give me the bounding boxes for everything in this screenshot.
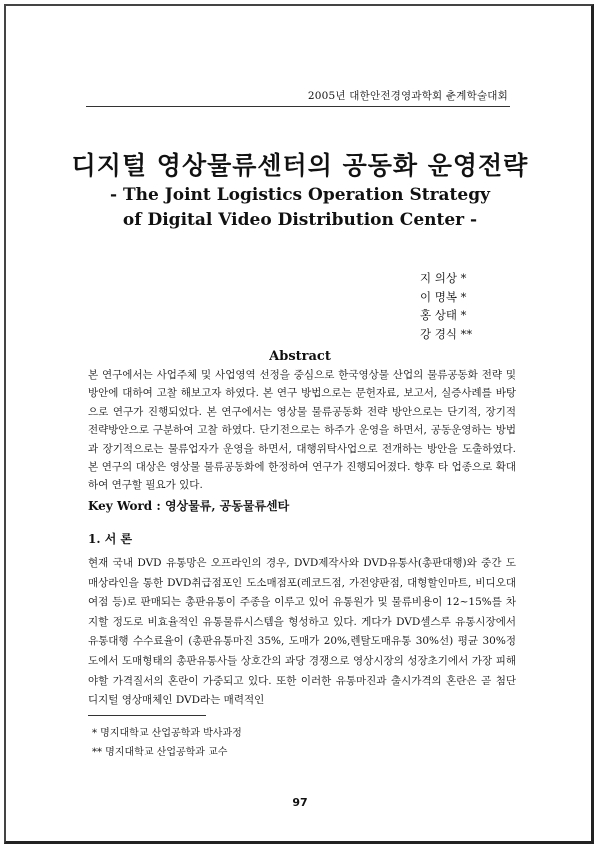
abstract-heading: Abstract [269,349,331,364]
footnote: * 명지대학교 산업공학과 박사과정 [92,728,242,739]
author: 강 경식 ** [420,326,473,341]
author: 지 의상 * [420,271,467,285]
body-paragraph: 현재 국내 DVD 유통망은 오프라인의 경우, DVD제작사와 DVD유통사(총판대행)와 중간 도매상라인을 통한 DVD취급점포인 도소매점포(레코드점, 가전양판점, 대형할인마트, 비디오대여점 등)로 판매되는 총판유통이 주종을 이루고 있어 유통원가 및 물류비용이 12~15%를 차지할 정도로 비효율적인 유통물류시스템을 형성하고 있다. 게다가 DVD셀스루 유통시장에서 유통대행 수수료율이 (총판유통마진 35%, 도매가 20%,렌탈도매유통 30%선) 평균 30%정도에서 도매형태의 총판유통사들 상호간의 과당 경쟁으로 영상시장의 성장초기에서 가장 피해야할 가격질서의 혼란이 가중되고 있다. 또한 이러한 유통마진과 출시가격의 혼란은 곧 첨단 디지털 영상매체인 DVD라는 매력적인 [88,557,516,707]
abstract-text: 본 연구에서는 사업주체 및 사업영역 선정을 중심으로 한국영상물 산업의 물류공동화 전략 및 방안에 대하여 고찰 해보고자 하였다. 본 연구 방법으로는 문헌자료, 보고서, 실증사례를 바탕으로 연구가 진행되었다. 본 연구에서는 영상물 물류공동화 전략 방안으로는 단기적, 장기적 전략방안으로 구분하여 고찰 하였다. 단기전으로는 하주가 운영을 하면서, 공동운영하는 방법과 장기적으로는 물류업자가 운영을 하면서, 대행위탁사업으로 전개하는 방안을 도출하였다. 본 연구의 대상은 영상물 물류공동화에 한정하여 연구가 진행되어졌다. 향후 타 업종으로 확대하여 연구할 필요가 있다. [88,369,516,492]
footnotes [92,724,242,762]
header-rule [86,106,510,107]
paper-title-english-line1: - The Joint Logistics Operation Strategy [110,185,490,205]
author: 이 명복 * [420,289,467,304]
footnote: ** 명지대학교 산업공학과 교수 [92,747,228,758]
footnote-rule [88,715,206,716]
paper-title-english [0,183,600,233]
page-number: 97 [292,796,308,809]
section-heading-introduction: 1. 서 론 [88,532,133,546]
author-list [420,269,512,343]
paper-title-korean: 디지털 영상물류센터의 공동화 운영전략 [71,151,529,180]
paper-title-english-line2: of Digital Video Distribution Center - [122,210,478,230]
author: 홍 상태 * [420,308,467,322]
running-header: 2005년 대한안전경영과학회 춘계학술대회 [307,90,508,102]
keywords: Key Word : 영상물류, 공동물류센타 [88,499,290,513]
